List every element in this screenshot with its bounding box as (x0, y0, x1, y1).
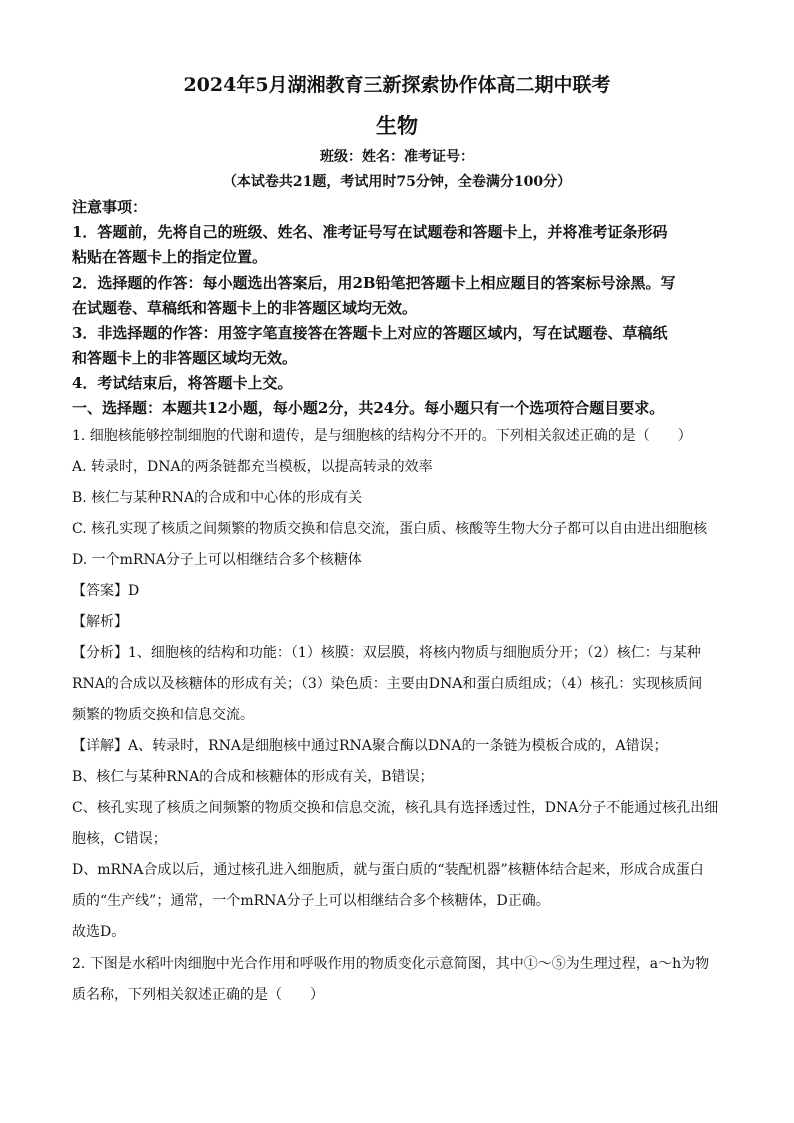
analysis-line: 频繁的物质交换和信息交流。 (72, 707, 254, 723)
student-info: 班级：姓名：准考证号： (320, 149, 474, 165)
notes-line: 3．非选择题的作答：用签字笔直接答在答题卡上对应的答题区域内，写在试题卷、草稿纸 (72, 324, 668, 342)
analysis-line: 【分析】1、细胞核的结构和功能：（1）核膜：双层膜，将核内物质与细胞质分开；（2）核仁：与某种 (72, 645, 701, 661)
notes-heading: 注意事项： (72, 198, 148, 216)
detail-line: B、核仁与某种RNA的合成和核糖体的形成有关，B错误； (72, 769, 434, 785)
detail-line: 质的“生产线”；通常，一个mRNA分子上可以相继结合多个核糖体，D正确。 (72, 893, 550, 909)
detail-line: 【详解】A、转录时，RNA是细胞核中通过RNA聚合酶以DNA的一条链为模板合成的，A错误； (72, 738, 668, 754)
analysis-line: RNA的合成以及核糖体的形成有关；（3）染色质：主要由DNA和蛋白质组成；（4）核孔：实现核质间 (72, 676, 703, 692)
detail-line: D、mRNA合成以后，通过核孔进入细胞质，就与蛋白质的“装配机器”核糖体结合起来，形成合成蛋白 (72, 862, 704, 878)
question-stem: 质名称，下列相关叙述正确的是（ ） (72, 987, 324, 1003)
option-a: A. 转录时，DNA的两条链都充当模板，以提高转录的效率 (72, 459, 433, 475)
notes-line: 在试题卷、草稿纸和答题卡上的非答题区域均无效。 (72, 299, 418, 317)
answer-line: 【答案】D (72, 583, 140, 599)
option-b: B. 核仁与某种RNA的合成和中心体的形成有关 (72, 490, 363, 506)
section-heading: 一、选择题：本题共12小题，每小题2分，共24分。每小题只有一个选项符合题目要求。 (72, 399, 665, 417)
option-d: D. 一个mRNA分子上可以相继结合多个核糖体 (72, 552, 362, 568)
analysis-label: 【解析】 (72, 614, 128, 630)
detail-line: C、核孔实现了核质之间频繁的物质交换和信息交流，核孔具有选择透过性，DNA分子不能通过核孔出细 (72, 800, 719, 816)
notes-line: 和答题卡上的非答题区域均无效。 (72, 349, 298, 367)
option-c: C. 核孔实现了核质之间频繁的物质交换和信息交流，蛋白质、核酸等生物大分子都可以自由进出细胞核 (72, 521, 708, 537)
exam-info: （本试卷共21题，考试用时75分钟，全卷满分100分） (222, 174, 572, 190)
subject-title: 生物 (376, 113, 418, 138)
detail-line: 胞核，C错误； (72, 831, 167, 847)
conclusion-line: 故选D。 (72, 924, 126, 940)
notes-line: 2．选择题的作答：每小题选出答案后，用2B铅笔把答题卡上相应题目的答案标号涂黑。写 (72, 274, 676, 292)
notes-line: 粘贴在答题卡上的指定位置。 (72, 248, 268, 266)
notes-line: 4．考试结束后，将答题卡上交。 (72, 374, 293, 392)
notes-line: 1．答题前，先将自己的班级、姓名、准考证号写在试题卷和答题卡上，并将准考证条形码 (72, 223, 668, 241)
question-stem: 2. 下图是水稻叶肉细胞中光合作用和呼吸作用的物质变化示意简图，其中①～⑤为生理过程，a～h为物 (72, 956, 710, 972)
exam-title: 2024年5月湖湘教育三新探索协作体高二期中联考 (183, 74, 611, 96)
question-stem: 1. 细胞核能够控制细胞的代谢和遗传，是与细胞核的结构分不开的。下列相关叙述正确的是（ ） (72, 428, 692, 444)
